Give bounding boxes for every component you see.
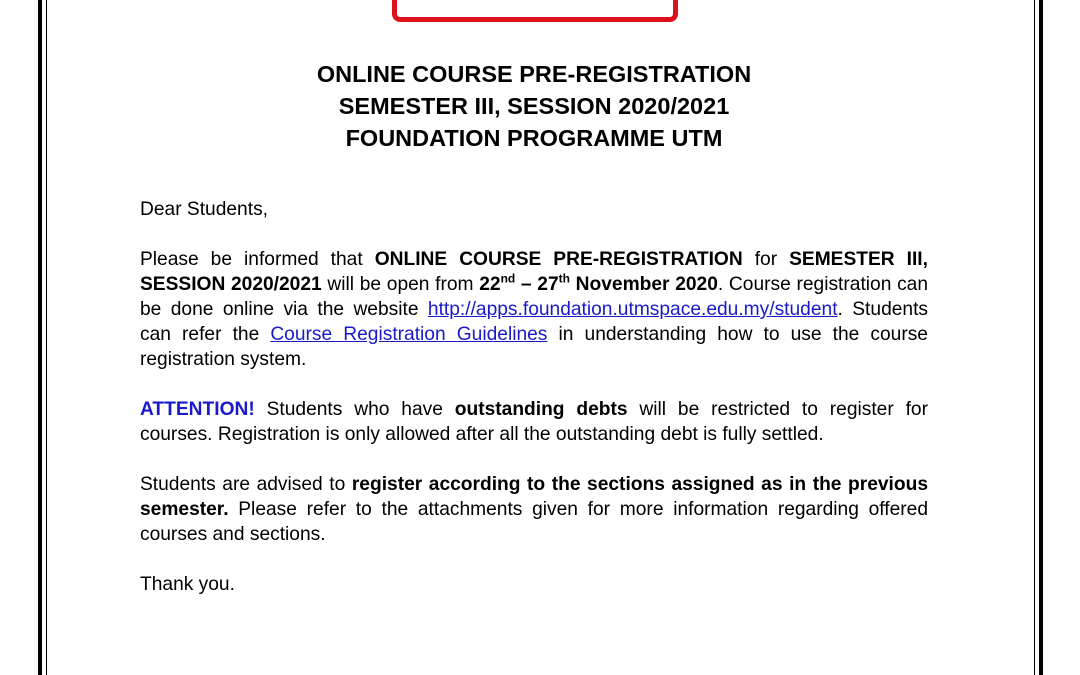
start-day-suffix: nd — [500, 271, 516, 286]
student-portal-link[interactable]: http://apps.foundation.utmspace.edu.my/student — [427, 299, 838, 320]
page-border-right-inner — [1034, 0, 1035, 675]
document-title — [140, 58, 928, 154]
registration-title-bold: ONLINE COURSE PRE-REGISTRATION — [374, 249, 743, 270]
title-line-1: ONLINE COURSE PRE-REGISTRATION — [316, 61, 752, 87]
end-day: 27 — [537, 274, 559, 295]
para1-text-6: in understanding how to use the course registration system. — [140, 324, 928, 370]
page-border-right-outer — [1039, 0, 1043, 675]
semester-bold: SEMESTER III, SESSION 2020/2021 — [140, 249, 928, 295]
header-banner-box — [392, 0, 678, 22]
para1-text-5: . Students can refer the — [140, 299, 929, 345]
outstanding-debts-bold: outstanding debts — [454, 399, 628, 420]
announcement-paragraph — [140, 247, 928, 372]
letter-body — [140, 197, 928, 622]
sections-paragraph — [140, 472, 928, 547]
sections-advice-bold: register according to the sections assigned as in the previous semester. — [140, 474, 928, 520]
registration-guidelines-link[interactable]: Course Registration Guidelines — [270, 324, 548, 345]
attention-paragraph — [140, 397, 928, 447]
para1-text-4: . Course registration can be done online via the website — [140, 274, 929, 320]
title-line-3: FOUNDATION PROGRAMME UTM — [345, 125, 723, 151]
para1-text-1: Please be informed that — [140, 249, 375, 270]
greeting: Dear Students, — [140, 199, 268, 220]
end-day-suffix: th — [558, 271, 570, 286]
page-border-left-inner — [46, 0, 47, 675]
date-dash: – — [515, 274, 538, 295]
attention-label: ATTENTION! — [140, 399, 255, 420]
para3-text-1: Students are advised to — [140, 474, 352, 495]
para2-text-2: will be restricted to register for courses. Registration is only allowed after all the outstanding debt is fully settled. — [140, 399, 928, 445]
title-line-2: SEMESTER III, SESSION 2020/2021 — [338, 93, 730, 119]
closing: Thank you. — [140, 574, 235, 595]
para1-text-3: will be open from — [321, 274, 480, 295]
month-year: November 2020 — [569, 274, 718, 295]
para2-text-1: Students who have — [254, 399, 455, 420]
date-range — [479, 271, 718, 295]
para3-text-2: Please refer to the attachments given for more information regarding offered courses and sections. — [140, 499, 928, 545]
page-border-left-outer — [38, 0, 42, 675]
para1-text-2: for — [742, 249, 790, 270]
start-day: 22 — [479, 274, 501, 295]
